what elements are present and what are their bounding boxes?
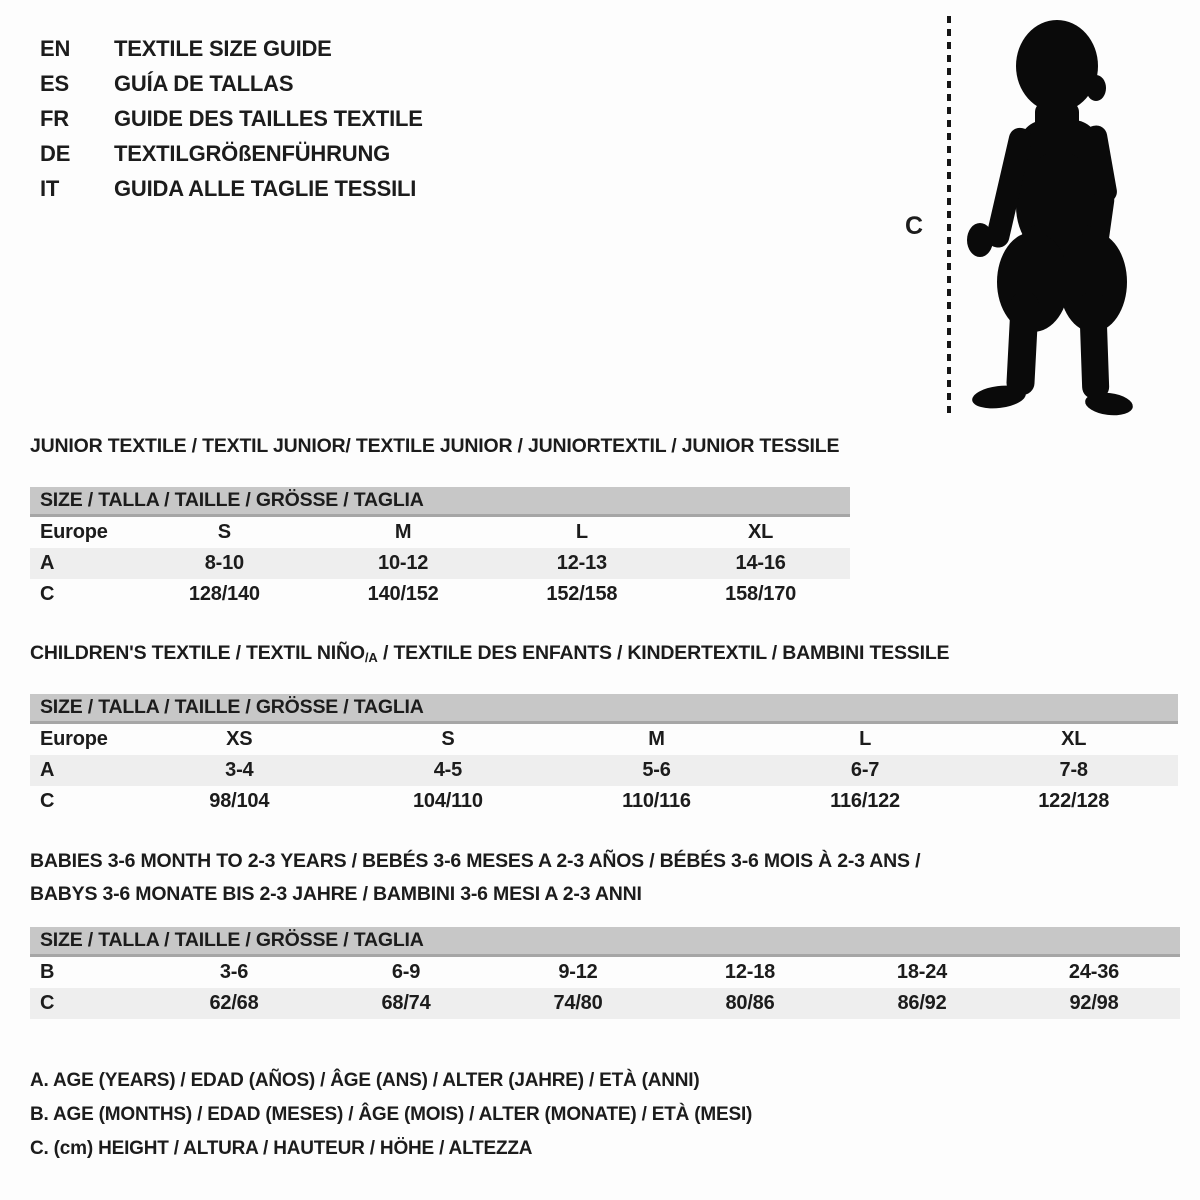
babies-title-line-2: BABYS 3-6 MONATE BIS 2-3 JAHRE / BAMBINI 3-6 MESI A 2-3 ANNI <box>30 883 642 905</box>
children-size-table <box>30 694 1178 817</box>
value-cell: 86/92 <box>897 992 947 1014</box>
value-cell: 110/116 <box>622 790 691 812</box>
row-label: C <box>40 992 55 1014</box>
table-row <box>30 579 850 610</box>
babies-section-title <box>30 845 920 911</box>
size-header-label: SIZE / TALLA / TAILLE / GRÖSSE / TAGLIA <box>40 929 424 951</box>
toddler-silhouette-icon <box>963 20 1140 418</box>
language-title: GUÍA DE TALLAS <box>114 70 294 96</box>
language-title: GUIDA ALLE TAGLIE TESSILI <box>114 175 417 201</box>
language-title: TEXTILE SIZE GUIDE <box>114 35 332 61</box>
value-cell: 74/80 <box>553 992 603 1014</box>
legend-line-c: C. (cm) HEIGHT / ALTURA / HAUTEUR / HÖHE / ALTEZZA <box>30 1138 533 1159</box>
size-cell: S <box>217 521 231 543</box>
value-cell: 140/152 <box>367 583 439 605</box>
junior-size-table <box>30 487 850 610</box>
value-cell: 3-4 <box>225 759 254 781</box>
row-label: A <box>40 552 55 574</box>
value-cell: 122/128 <box>1038 790 1110 812</box>
babies-size-table <box>30 927 1180 1019</box>
value-cell: 116/122 <box>830 790 900 812</box>
value-cell: 128/140 <box>188 583 260 605</box>
size-cell: L <box>859 728 872 750</box>
size-cell: XL <box>748 521 774 543</box>
measurement-legend <box>30 1064 752 1166</box>
size-cell: XL <box>1061 728 1087 750</box>
value-cell: 5-6 <box>642 759 671 781</box>
children-section-title <box>30 642 949 665</box>
size-header-label: SIZE / TALLA / TAILLE / GRÖSSE / TAGLIA <box>40 696 424 718</box>
value-cell: 6-7 <box>850 759 880 781</box>
language-row <box>40 136 423 171</box>
size-cell: M <box>394 521 412 543</box>
value-cell: 62/68 <box>209 992 259 1014</box>
value-cell: 24-36 <box>1068 961 1120 983</box>
language-row <box>40 101 423 136</box>
value-cell: 7-8 <box>1059 759 1088 781</box>
size-header-label: SIZE / TALLA / TAILLE / GRÖSSE / TAGLIA <box>40 489 424 511</box>
row-label: Europe <box>40 521 108 543</box>
size-header-row <box>30 927 1180 957</box>
language-code: FR <box>40 105 69 131</box>
size-cell: L <box>575 521 588 543</box>
language-title-list <box>40 31 423 206</box>
language-row <box>40 31 423 66</box>
language-code: ES <box>40 70 69 96</box>
value-cell: 92/98 <box>1069 992 1119 1014</box>
language-code: EN <box>40 35 71 61</box>
row-label: C <box>40 583 55 605</box>
value-cell: 9-12 <box>558 961 598 983</box>
size-cell: M <box>648 728 665 750</box>
language-title: TEXTILGRÖßENFÜHRUNG <box>114 140 391 166</box>
value-cell: 80/86 <box>725 992 775 1014</box>
value-cell: 152/158 <box>546 583 618 605</box>
value-cell: 6-9 <box>391 961 421 983</box>
size-header-row <box>30 487 850 517</box>
table-row <box>30 517 850 548</box>
height-measure-dashed-line <box>947 16 951 418</box>
language-code: DE <box>40 140 71 166</box>
table-row <box>30 548 850 579</box>
language-row <box>40 171 423 206</box>
table-row <box>30 988 1180 1019</box>
children-title-sub: /A <box>364 650 378 665</box>
junior-section-title: JUNIOR TEXTILE / TEXTIL JUNIOR/ TEXTILE JUNIOR / JUNIORTEXTIL / JUNIOR TESSILE <box>30 435 840 457</box>
value-cell: 3-6 <box>219 961 249 983</box>
size-cell: XS <box>226 728 253 750</box>
size-header-row <box>30 694 1178 724</box>
legend-line-a: A. AGE (YEARS) / EDAD (AÑOS) / ÂGE (ANS) / ALTER (JAHRE) / ETÀ (ANNI) <box>30 1070 700 1091</box>
value-cell: 98/104 <box>209 790 270 812</box>
value-cell: 68/74 <box>381 992 431 1014</box>
babies-title-line-1: BABIES 3-6 MONTH TO 2-3 YEARS / BEBÉS 3-6 MESES A 2-3 AÑOS / BÉBÉS 3-6 MOIS À 2-3 ANS / <box>30 850 921 872</box>
table-row <box>30 957 1180 988</box>
language-title: GUIDE DES TAILLES TEXTILE <box>114 105 423 131</box>
table-row <box>30 786 1178 817</box>
value-cell: 14-16 <box>735 552 786 574</box>
value-cell: 4-5 <box>433 759 463 781</box>
value-cell: 12-18 <box>724 961 776 983</box>
legend-line-b: B. AGE (MONTHS) / EDAD (MESES) / ÂGE (MOIS) / ALTER (MONATE) / ETÀ (MESI) <box>30 1104 753 1125</box>
row-label: B <box>40 961 55 983</box>
row-label: Europe <box>40 728 108 750</box>
height-measure-label: C <box>905 212 923 240</box>
children-title-pre: CHILDREN'S TEXTILE / TEXTIL NIÑO <box>30 642 365 664</box>
row-label: A <box>40 759 55 781</box>
value-cell: 18-24 <box>896 961 948 983</box>
value-cell: 10-12 <box>378 552 429 574</box>
value-cell: 8-10 <box>204 552 244 574</box>
value-cell: 12-13 <box>556 552 607 574</box>
size-cell: S <box>441 728 455 750</box>
table-row <box>30 755 1178 786</box>
value-cell: 104/110 <box>412 790 483 812</box>
table-row <box>30 724 1178 755</box>
children-title-post: / TEXTILE DES ENFANTS / KINDERTEXTIL / BAMBINI TESSILE <box>377 642 950 664</box>
row-label: C <box>40 790 55 812</box>
language-code: IT <box>40 175 60 201</box>
language-row <box>40 66 423 101</box>
value-cell: 158/170 <box>725 583 797 605</box>
